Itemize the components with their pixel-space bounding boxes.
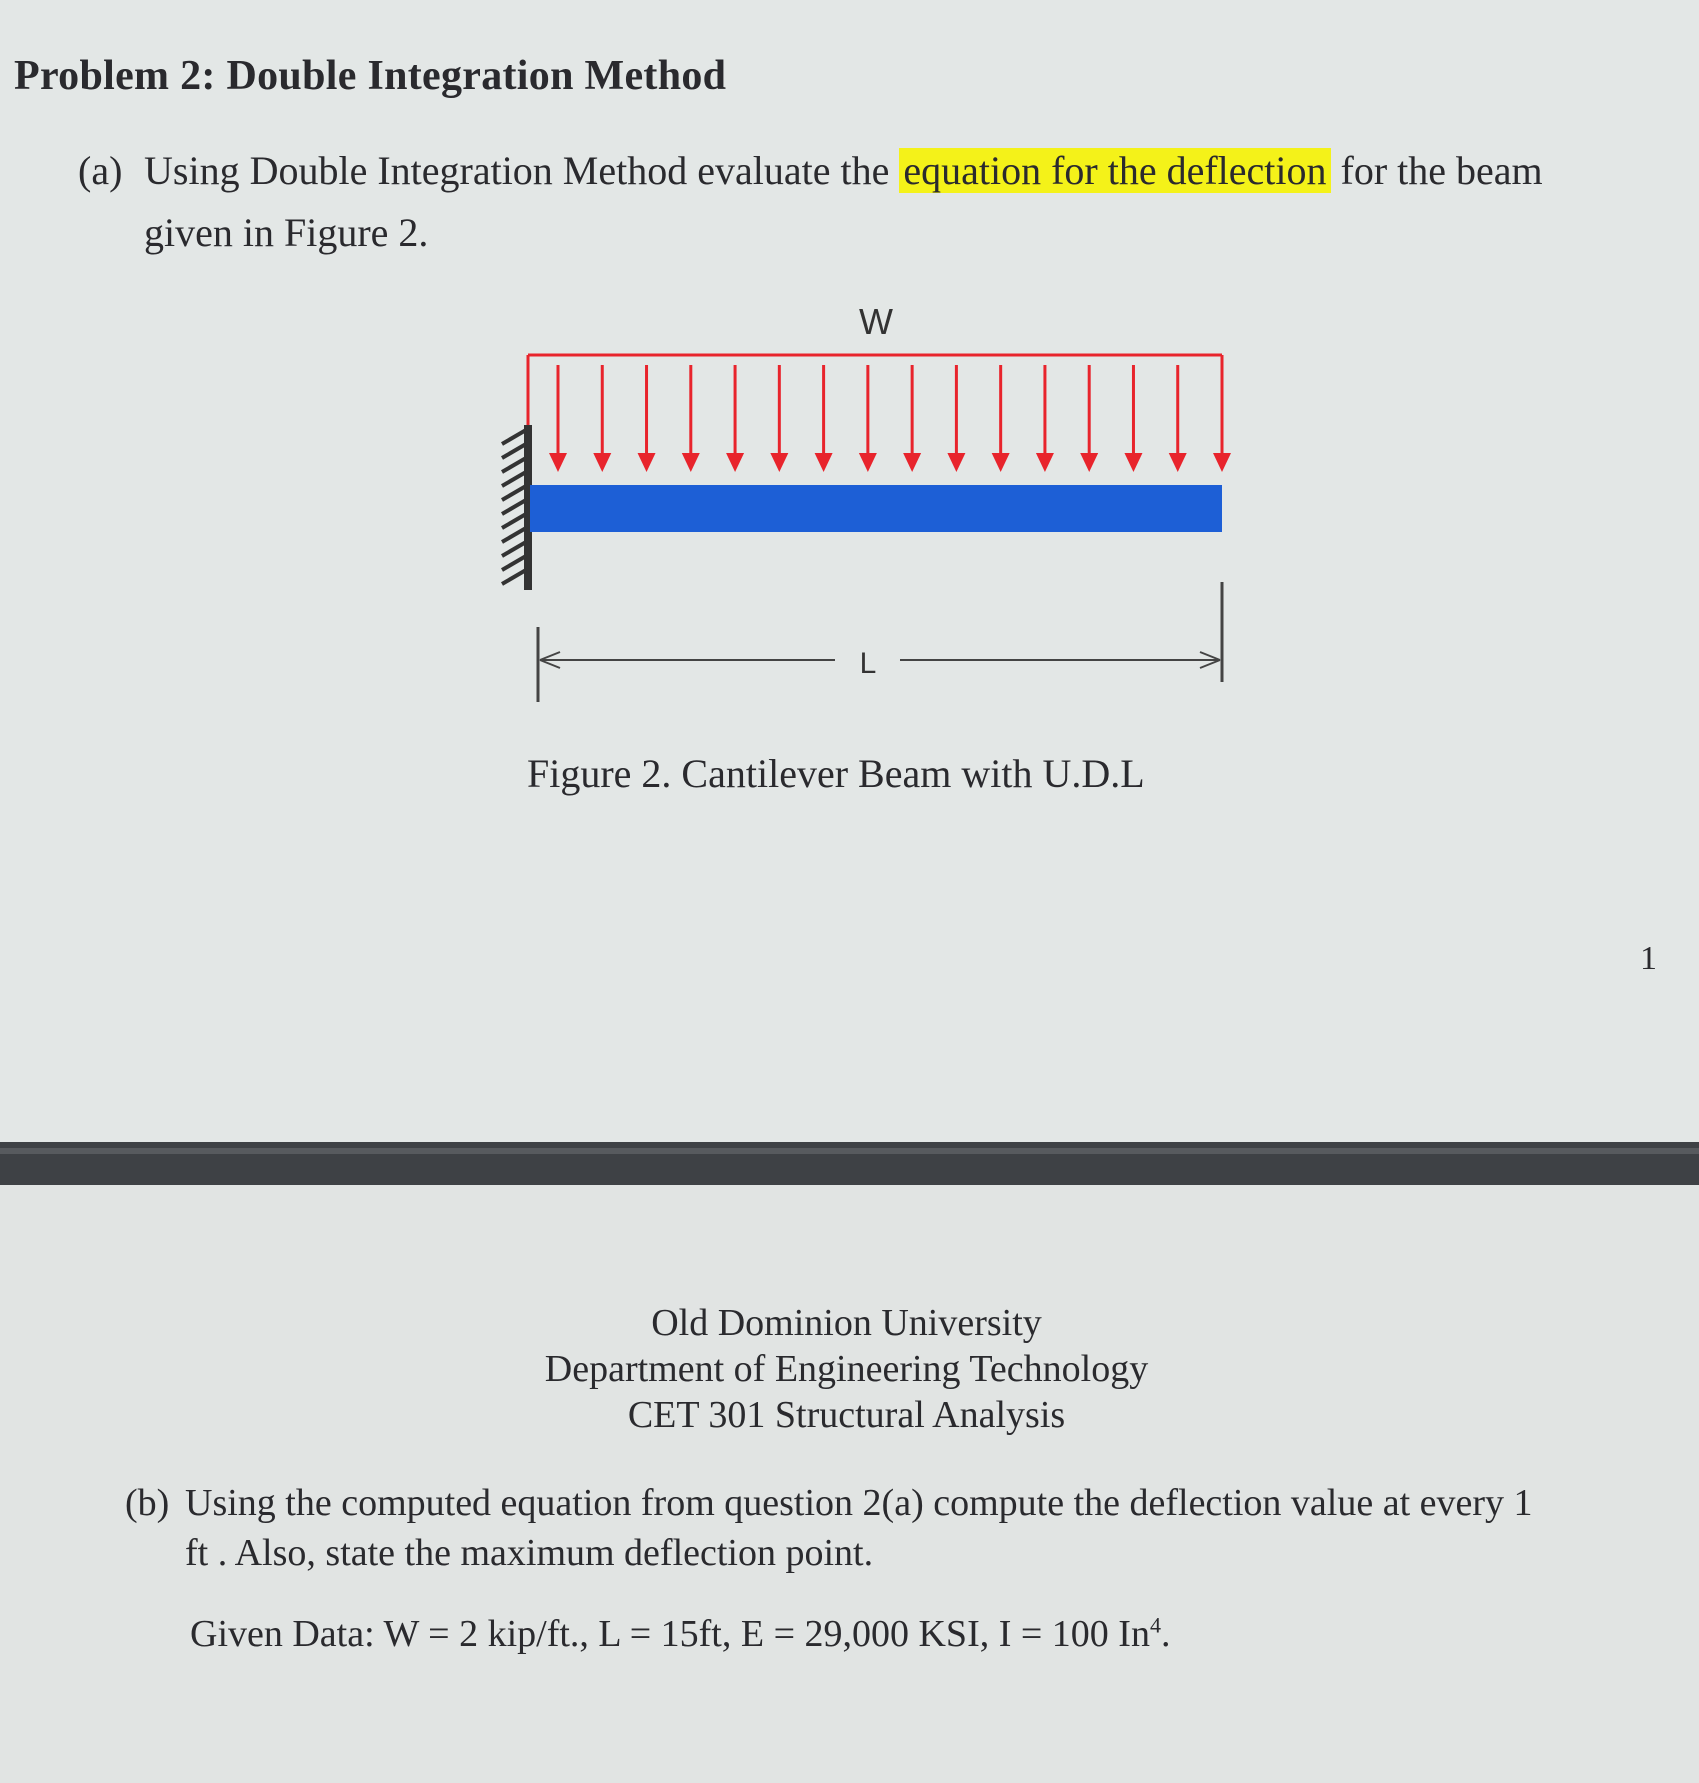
part-a-highlight: equation for the deflection	[899, 148, 1330, 193]
page-number: 1	[1640, 940, 1657, 977]
udl-arrow-head	[1080, 453, 1098, 472]
udl-arrow-head	[1036, 453, 1054, 472]
udl-arrow-head	[682, 453, 700, 472]
university-name: Old Dominion University	[651, 1302, 1042, 1344]
given-data-text: Given Data: W = 2 kip/ft., L = 15ft, E = 29,000 KSI, I = 100 In	[190, 1613, 1150, 1655]
hatch-line	[502, 500, 526, 514]
hatch-line	[502, 458, 526, 472]
udl-arrow-head	[859, 453, 877, 472]
udl-arrow-head	[1169, 453, 1187, 472]
problem-title: Problem 2: Double Integration Method	[14, 53, 727, 99]
given-data-suffix: .	[1160, 1613, 1171, 1655]
beam	[530, 485, 1222, 532]
hatch-line	[502, 514, 526, 528]
load-label-w: W	[859, 301, 893, 342]
page-separator-edge	[0, 1148, 1699, 1154]
udl-arrow-head	[726, 453, 744, 472]
part-a-question	[78, 140, 1638, 264]
hatch-line	[502, 570, 526, 584]
udl-arrow-head	[638, 453, 656, 472]
udl-arrow-head	[593, 453, 611, 472]
hatch-line	[502, 430, 526, 444]
part-a-text-before: Using Double Integration Method evaluate the	[144, 148, 890, 193]
beam-diagram	[470, 290, 1250, 730]
course-header	[0, 1300, 1699, 1438]
udl-arrow-head	[947, 453, 965, 472]
figure-caption: Figure 2. Cantilever Beam with U.D.L	[527, 751, 1145, 796]
part-a-label: (a)	[78, 148, 123, 193]
part-b-line1: Using the computed equation from question 2(a) compute the deflection value at every 1	[185, 1482, 1533, 1524]
hatch-line	[502, 486, 526, 500]
length-label-l: L	[859, 647, 877, 680]
given-data	[190, 1612, 1170, 1656]
part-a-line2: given in Figure 2.	[144, 210, 429, 255]
part-a-text-after: for the beam	[1340, 148, 1543, 193]
udl-arrow-head	[770, 453, 788, 472]
fixed-support-hatch	[502, 430, 526, 584]
part-b-line2: ft . Also, state the maximum deflection point.	[185, 1532, 874, 1574]
udl-arrows	[549, 365, 1231, 472]
udl-arrow-head	[1124, 453, 1142, 472]
part-b-label: (b)	[125, 1482, 170, 1524]
hatch-line	[502, 444, 526, 458]
hatch-line	[502, 472, 526, 486]
part-b-question	[125, 1478, 1645, 1578]
course-name: CET 301 Structural Analysis	[627, 1394, 1066, 1436]
udl-arrow-head	[815, 453, 833, 472]
udl-arrow-head	[992, 453, 1010, 472]
udl-arrow-head	[903, 453, 921, 472]
hatch-line	[502, 528, 526, 542]
cantilever-beam-figure	[470, 290, 1250, 730]
hatch-line	[502, 542, 526, 556]
hatch-line	[502, 556, 526, 570]
department-name: Department of Engineering Technology	[544, 1348, 1149, 1390]
udl-arrow-head	[1213, 453, 1231, 472]
udl-arrow-head	[549, 453, 567, 472]
given-data-exponent: 4	[1149, 1612, 1161, 1638]
